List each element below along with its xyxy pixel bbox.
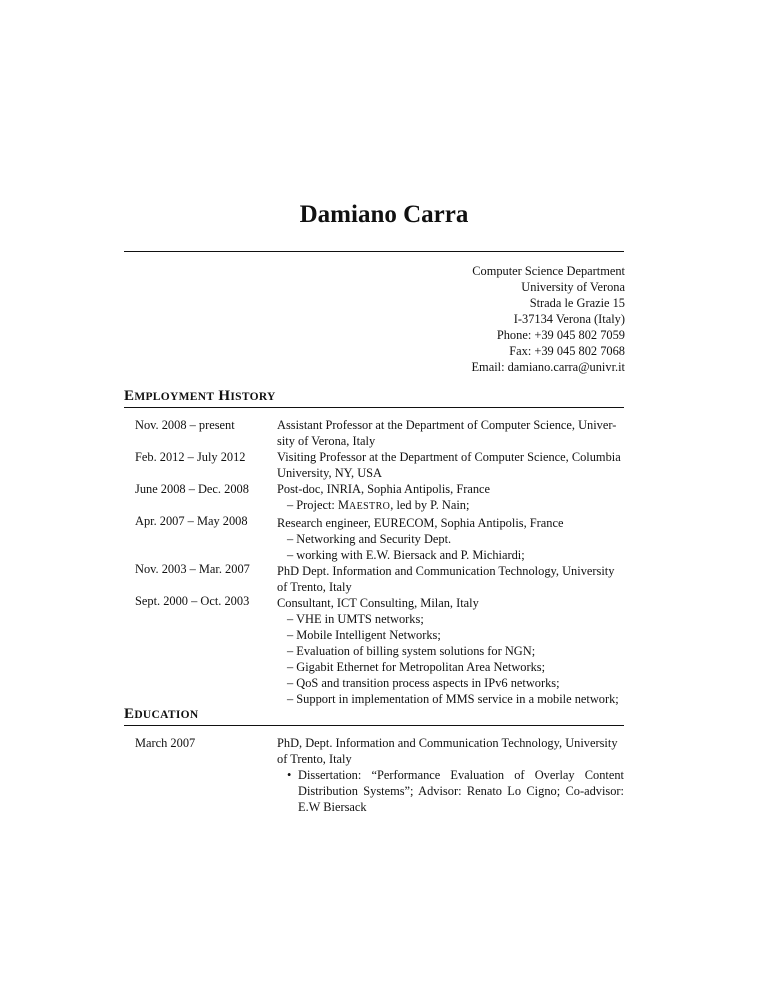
employment-5-line-1: PhD Dept. Information and Communication Technology, University <box>277 564 615 578</box>
bullet-icon: • <box>287 768 292 782</box>
employment-6-sub-6: – Support in implementation of MMS service in a mobile network; <box>287 692 619 706</box>
contact-city: I-37134 Verona (Italy) <box>513 312 625 326</box>
employment-4-sub-1: – Networking and Security Dept. <box>287 532 452 546</box>
employment-date-1: Nov. 2008 – present <box>135 418 235 432</box>
employment-entries <box>277 417 624 707</box>
contact-fax: Fax: +39 045 802 7068 <box>509 344 625 358</box>
employment-1-line-2: sity of Verona, Italy <box>277 434 376 448</box>
education-entries <box>277 735 624 815</box>
employment-6-line-1: Consultant, ICT Consulting, Milan, Italy <box>277 596 479 610</box>
education-section-rule <box>124 725 624 726</box>
header-rule <box>124 251 624 252</box>
employment-6-sub-4: – Gigabit Ethernet for Metropolitan Area Networks; <box>287 660 546 674</box>
cv-name: Damiano Carra <box>299 201 469 228</box>
employment-4-line-1: Research engineer, EURECOM, Sophia Antipolis, France <box>277 516 564 530</box>
education-1-line-1: PhD, Dept. Information and Communication Technology, University <box>277 736 618 750</box>
contact-email[interactable]: Email: damiano.carra@univr.it <box>471 360 625 374</box>
employment-6-sub-5: – QoS and transition process aspects in IPv6 networks; <box>287 676 560 690</box>
employment-1-line-1: Assistant Professor at the Department of Computer Science, Univer- <box>277 418 617 432</box>
employment-2-line-2: University, NY, USA <box>277 466 382 480</box>
education-1-dissertation <box>277 767 624 815</box>
employment-5-line-2: of Trento, Italy <box>277 580 352 594</box>
contact-university: University of Verona <box>521 280 625 294</box>
contact-department: Computer Science Department <box>472 264 625 278</box>
employment-date-3: June 2008 – Dec. 2008 <box>135 482 249 496</box>
employment-6-sub-1: – VHE in UMTS networks; <box>287 612 424 626</box>
employment-date-4: Apr. 2007 – May 2008 <box>135 514 248 528</box>
education-section-title: EDUCATION <box>124 706 199 722</box>
employment-4-sub-2: – working with E.W. Biersack and P. Michiardi; <box>287 548 525 562</box>
employment-section-rule <box>124 407 624 408</box>
contact-street: Strada le Grazie 15 <box>529 296 625 310</box>
employment-date-6: Sept. 2000 – Oct. 2003 <box>135 594 250 608</box>
employment-2-line-1: Visiting Professor at the Department of Computer Science, Columbia <box>277 450 621 464</box>
education-1-line-2: of Trento, Italy <box>277 752 352 766</box>
employment-date-2: Feb. 2012 – July 2012 <box>135 450 246 464</box>
employment-6-sub-2: – Mobile Intelligent Networks; <box>287 628 441 642</box>
employment-6-sub-3: – Evaluation of billing system solutions for NGN; <box>287 644 536 658</box>
contact-block <box>471 263 625 375</box>
employment-3-line-1: Post-doc, INRIA, Sophia Antipolis, France <box>277 482 491 496</box>
employment-3-project: – Project: MAESTRO, led by P. Nain; <box>287 498 470 512</box>
contact-phone: Phone: +39 045 802 7059 <box>496 328 625 342</box>
employment-section-title: EMPLOYMENT HISTORY <box>124 388 276 404</box>
employment-date-5: Nov. 2003 – Mar. 2007 <box>135 562 250 576</box>
dissertation-text: Dissertation: “Performance Evaluation of Overlay Content Distribution Systems”; Advisor: Renato Lo Cigno; Co-advisor: E.W Biersack <box>298 768 624 814</box>
education-date-1: March 2007 <box>135 736 196 750</box>
